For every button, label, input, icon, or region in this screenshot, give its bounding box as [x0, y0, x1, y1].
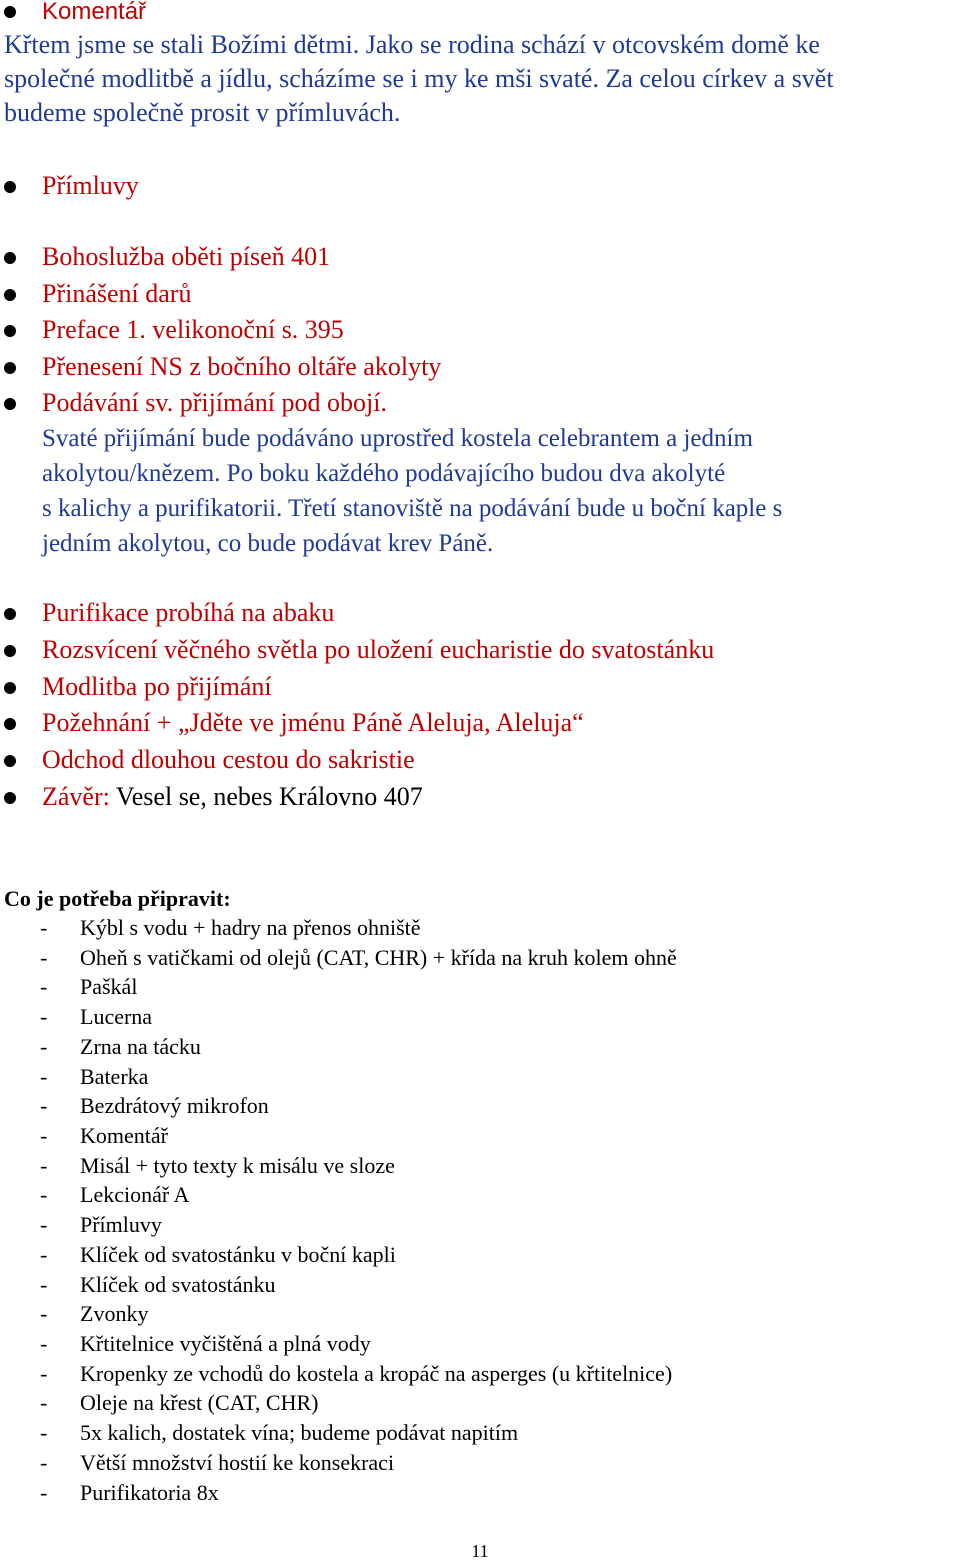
list-item: Podávání sv. přijímání pod obojí. — [42, 388, 387, 417]
bullet-icon — [4, 398, 16, 410]
dash-bullet: - — [40, 1390, 48, 1415]
prep-item-label: Zrna na tácku — [80, 1034, 201, 1059]
dash-bullet: - — [40, 945, 48, 970]
list-item: Přinášení darů — [42, 279, 192, 308]
list-item: Přenesení NS z bočního oltáře akolyty — [42, 352, 442, 381]
dash-bullet: - — [40, 1212, 48, 1237]
section-primluvy: Přímluvy — [42, 171, 139, 200]
prep-item-label: Paškál — [80, 974, 138, 999]
prep-item-label: Přímluvy — [80, 1212, 162, 1237]
bullet-icon — [4, 645, 16, 657]
prep-heading: Co je potřeba připravit: — [4, 886, 231, 911]
prep-item-label: Větší množství hostií ke konsekraci — [80, 1450, 395, 1475]
dash-bullet: - — [40, 1301, 48, 1326]
prep-item-label: Kýbl s vodu + hadry na přenos ohniště — [80, 915, 421, 940]
bullet-icon — [4, 682, 16, 694]
bullet-icon — [4, 6, 16, 18]
dash-bullet: - — [40, 1450, 48, 1475]
note-line: s kalichy a purifikatorii. Třetí stanoviště na podávání bude u boční kaple s — [42, 495, 783, 522]
intro-line: budeme společně prosit v přímluvách. — [4, 98, 401, 127]
bullet-icon — [4, 718, 16, 730]
list-item: Preface 1. velikonoční s. 395 — [42, 315, 344, 344]
bullet-icon — [4, 289, 16, 301]
dash-bullet: - — [40, 1093, 48, 1118]
dash-bullet: - — [40, 1123, 48, 1148]
prep-item-label: Baterka — [80, 1064, 149, 1089]
prep-item-label: Oleje na křest (CAT, CHR) — [80, 1390, 319, 1415]
dash-bullet: - — [40, 974, 48, 999]
communion-note — [42, 421, 942, 561]
prep-item-label: Klíček od svatostánku v boční kapli — [80, 1242, 396, 1267]
dash-bullet: - — [40, 1182, 48, 1207]
intro-paragraph — [4, 28, 954, 130]
final-item-label: Závěr: — [42, 782, 110, 811]
bullet-icon — [4, 181, 16, 193]
list-item: Purifikace probíhá na abaku — [42, 598, 335, 627]
section-komentar: Komentář — [42, 0, 147, 25]
dash-bullet: - — [40, 1004, 48, 1029]
dash-bullet: - — [40, 1034, 48, 1059]
prep-item-label: Zvonky — [80, 1301, 149, 1326]
prep-item-label: Misál + tyto texty k misálu ve sloze — [80, 1153, 395, 1178]
prep-item-label: Oheň s vatičkami od olejů (CAT, CHR) + křída na kruh kolem ohně — [80, 945, 677, 970]
bullet-icon — [4, 252, 16, 264]
prep-item-label: Kropenky ze vchodů do kostela a kropáč na asperges (u křtitelnice) — [80, 1361, 673, 1386]
dash-bullet: - — [40, 1331, 48, 1356]
bullet-icon — [4, 755, 16, 767]
list-item: Požehnání + „Jděte ve jménu Páně Aleluja, Aleluja“ — [42, 708, 584, 737]
list-item: Rozsvícení věčného světla po uložení eucharistie do svatostánku — [42, 635, 715, 664]
prep-item-label: Lekcionář A — [80, 1182, 190, 1207]
prep-item-label: Bezdrátový mikrofon — [80, 1093, 269, 1118]
bullet-icon — [4, 362, 16, 374]
dash-bullet: - — [40, 1064, 48, 1089]
bullet-icon — [4, 325, 16, 337]
list-item: Bohoslužba oběti píseň 401 — [42, 242, 331, 271]
dash-bullet: - — [40, 1153, 48, 1178]
dash-bullet: - — [40, 915, 48, 940]
list-item: Odchod dlouhou cestou do sakristie — [42, 745, 415, 774]
note-line: akolytou/knězem. Po boku každého podávajícího budou dva akolyté — [42, 460, 726, 487]
list-item: Modlitba po přijímání — [42, 672, 272, 701]
dash-bullet: - — [40, 1242, 48, 1267]
page-number: 11 — [471, 1541, 489, 1561]
final-item-value: Vesel se, nebes Královno 407 — [115, 782, 423, 811]
dash-bullet: - — [40, 1272, 48, 1297]
prep-item-label: Křtitelnice vyčištěná a plná vody — [80, 1331, 371, 1356]
note-line: jedním akolytou, co bude podávat krev Páně. — [42, 530, 494, 557]
bullet-icon — [4, 608, 16, 620]
dash-bullet: - — [40, 1480, 48, 1505]
prep-item-label: Lucerna — [80, 1004, 153, 1029]
dash-bullet: - — [40, 1420, 48, 1445]
dash-bullet: - — [40, 1361, 48, 1386]
intro-line: Křtem jsme se stali Božími dětmi. Jako se rodina schází v otcovském domě ke — [4, 30, 820, 59]
prep-item-label: 5x kalich, dostatek vína; budeme podávat napitím — [80, 1420, 519, 1445]
note-line: Svaté přijímání bude podáváno uprostřed kostela celebrantem a jedním — [42, 425, 753, 452]
prep-item-label: Komentář — [80, 1123, 168, 1148]
bullet-icon — [4, 792, 16, 804]
intro-line: společné modlitbě a jídlu, scházíme se i my ke mši svaté. Za celou církev a svět — [4, 64, 834, 93]
final-item — [42, 782, 423, 812]
prep-item-label: Klíček od svatostánku — [80, 1272, 276, 1297]
prep-item-label: Purifikatoria 8x — [80, 1480, 219, 1505]
